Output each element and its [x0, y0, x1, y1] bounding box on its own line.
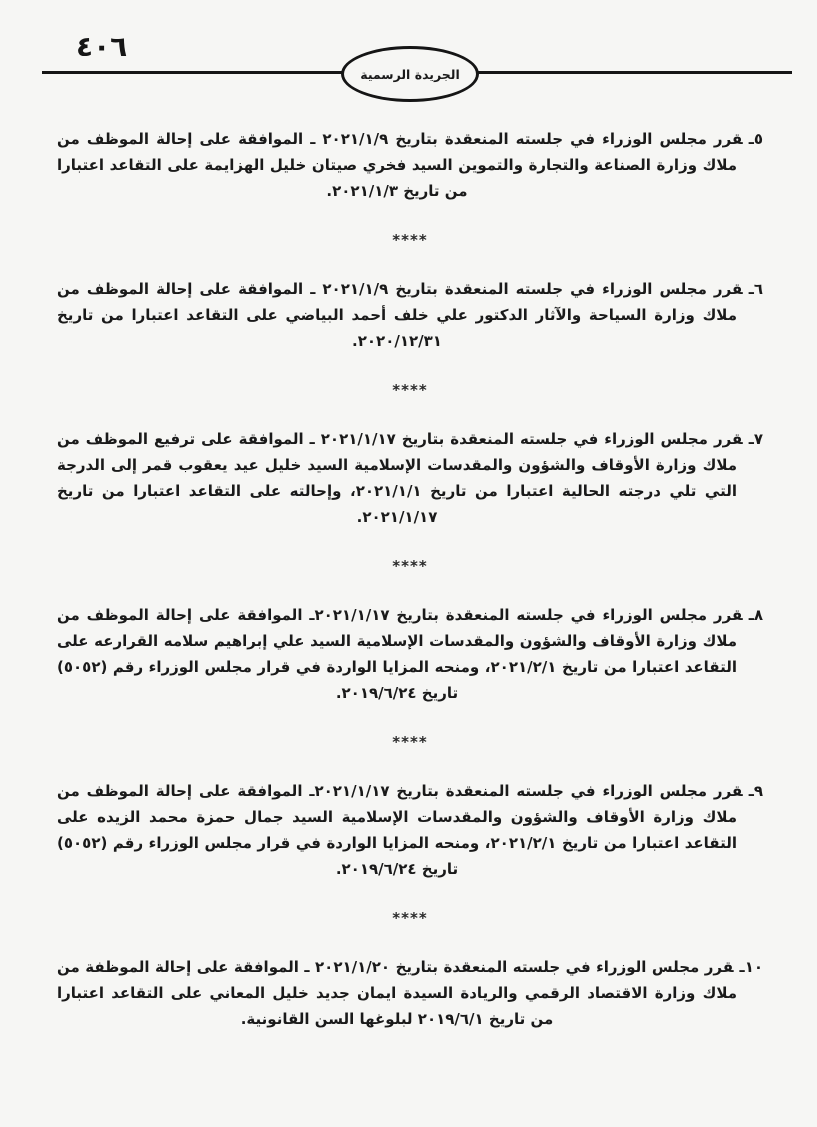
- decree-paragraph: [57, 602, 763, 706]
- decree-paragraph: [57, 954, 763, 1032]
- section-separator: ****: [392, 381, 428, 399]
- decrees-list: [57, 126, 763, 1032]
- decree-number: ٦ـ: [748, 280, 763, 298]
- decree-number: ٧ـ: [748, 430, 763, 448]
- decree-paragraph: [57, 426, 763, 530]
- decree-text: قرر مجلس الوزراء في جلسته المنعقدة بتاريخ ٢٠٢١/١/١٧ـ الموافقة على إحالة الموظف من ملاك وزارة الأوقاف والشؤون والمقدسات الإسلامية السيد جمال حمزة محمد الزيده على التقاعد اعتبارا من تاريخ ٢٠٢١/٢/١، ومنحه المزايا الواردة في قرار مجلس الوزراء رقم (٥٠٥٢) تاريخ ٢٠١٩/٦/٢٤.: [57, 782, 743, 878]
- section-separator: ****: [392, 231, 428, 249]
- section-separator: ****: [392, 909, 428, 927]
- decree-text: قرر مجلس الوزراء في جلسته المنعقدة بتاريخ ٢٠٢١/١/١٧ ـ الموافقة على ترفيع الموظف من ملاك وزارة الأوقاف والشؤون والمقدسات الإسلامية السيد خليل عيد يعقوب قمر إلى الدرجة التي تلي درجته الحالية اعتبارا من تاريخ ٢٠٢١/١/١، وإحالته على التقاعد اعتبارا من تاريخ ٢٠٢١/١/١٧.: [57, 430, 743, 526]
- section-separator: ****: [392, 733, 428, 751]
- gazette-title-ellipse: [341, 46, 479, 102]
- decree-paragraph: [57, 126, 763, 204]
- decree-number: ٩ـ: [748, 782, 763, 800]
- decree-text: قرر مجلس الوزراء في جلسته المنعقدة بتاريخ ٢٠٢١/١/١٧ـ الموافقة على إحالة الموظف من ملاك وزارة الأوقاف والشؤون والمقدسات الإسلامية السيد علي إبراهيم سلامه القرارعه على التقاعد اعتبارا من تاريخ ٢٠٢١/٢/١، ومنحه المزايا الواردة في قرار مجلس الوزراء رقم (٥٠٥٢) تاريخ ٢٠١٩/٦/٢٤.: [57, 606, 743, 702]
- section-separator: ****: [392, 557, 428, 575]
- decree-text: قرر مجلس الوزراء في جلسته المنعقدة بتاريخ ٢٠٢١/١/٩ ـ الموافقة على إحالة الموظف من ملاك وزارة الصناعة والتجارة والتموين السيد فخري صيتان خليل الهزايمة على التقاعد اعتبارا من تاريخ ٢٠٢١/١/٣.: [57, 130, 743, 200]
- decree-text: قرر مجلس الوزراء في جلسته المنعقدة بتاريخ ٢٠٢١/١/٢٠ ـ الموافقة على إحالة الموظفة من ملاك وزارة الاقتصاد الرقمي والريادة السيدة ايمان جديد خليل المعاني على التقاعد اعتبارا من تاريخ ٢٠١٩/٦/١ لبلوغها السن القانونية.: [57, 958, 737, 1028]
- decree-number: ١٠ـ: [739, 958, 763, 976]
- page-number: ٤٠٦: [76, 30, 128, 63]
- decree-paragraph: [57, 778, 763, 882]
- decree-number: ٥ـ: [748, 130, 763, 148]
- decree-number: ٨ـ: [748, 606, 763, 624]
- gazette-title: الجريدة الرسمية: [360, 66, 460, 82]
- decree-paragraph: [57, 276, 763, 354]
- decree-text: قرر مجلس الوزراء في جلسته المنعقدة بتاريخ ٢٠٢١/١/٩ ـ الموافقة على إحالة الموظف من ملاك وزارة السياحة والآثار الدكتور علي خلف أحمد البياضي على التقاعد اعتبارا من تاريخ ٢٠٢٠/١٢/٣١.: [57, 280, 743, 350]
